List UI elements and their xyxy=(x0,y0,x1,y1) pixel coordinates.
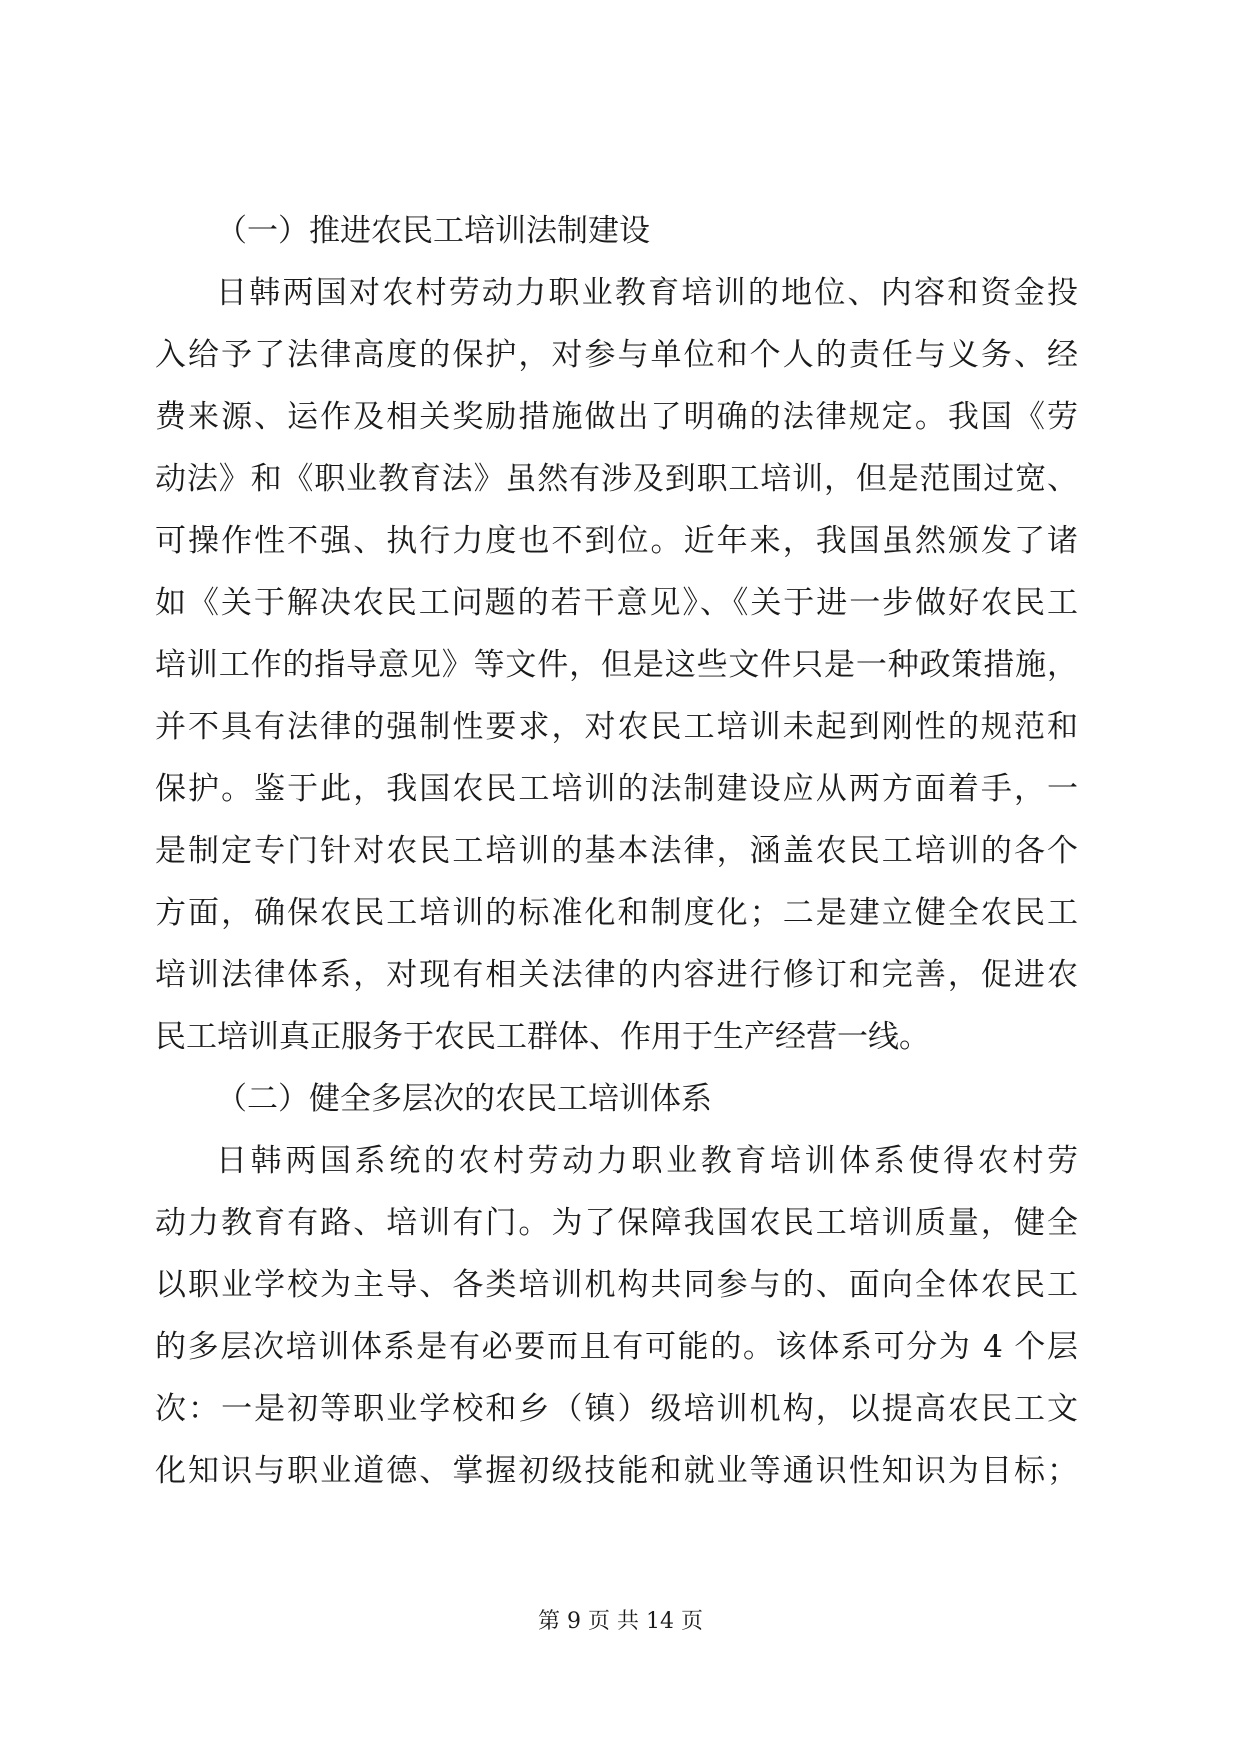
page-number-label: 第 9 页 共 14 页 xyxy=(538,1609,703,1634)
paragraph-line: 次：一是初等职业学校和乡（镇）级培训机构，以提高农民工文 xyxy=(155,1391,1078,1427)
paragraph-1-line xyxy=(0,944,1241,1006)
paragraph-1-line xyxy=(0,572,1241,634)
paragraph-line: 日韩两国系统的农村劳动力职业教育培训体系使得农村劳 xyxy=(216,1143,1078,1179)
paragraph-line: 日韩两国对农村劳动力职业教育培训的地位、内容和资金投 xyxy=(216,275,1078,311)
paragraph-line: 并不具有法律的强制性要求，对农民工培训未起到刚性的规范和 xyxy=(155,709,1078,745)
paragraph-1-line xyxy=(0,634,1241,696)
paragraph-line: 动力教育有路、培训有门。为了保障我国农民工培训质量，健全 xyxy=(155,1205,1078,1241)
section-heading-1 xyxy=(0,200,1241,262)
paragraph-line: 的多层次培训体系是有必要而且有可能的。该体系可分为 4 个层 xyxy=(155,1329,1078,1365)
paragraph-1-line xyxy=(0,758,1241,820)
paragraph-line: 以职业学校为主导、各类培训机构共同参与的、面向全体农民工 xyxy=(155,1267,1078,1303)
paragraph-1-line xyxy=(0,510,1241,572)
paragraph-line: 动法》和《职业教育法》虽然有涉及到职工培训，但是范围过宽、 xyxy=(155,461,1078,497)
section-heading-1-text: （一）推进农民工培训法制建设 xyxy=(216,213,650,249)
page-footer xyxy=(0,1607,1241,1637)
paragraph-line: 方面，确保农民工培训的标准化和制度化；二是建立健全农民工 xyxy=(155,895,1078,931)
paragraph-line: 民工培训真正服务于农民工群体、作用于生产经营一线。 xyxy=(155,1019,930,1055)
paragraph-2-line xyxy=(0,1254,1241,1316)
paragraph-2-line xyxy=(0,1440,1241,1502)
section-heading-2-text: （二）健全多层次的农民工培训体系 xyxy=(216,1081,712,1117)
paragraph-1-line xyxy=(0,696,1241,758)
section-heading-2 xyxy=(0,1068,1241,1130)
paragraph-2-line xyxy=(0,1130,1241,1192)
paragraph-1-line xyxy=(0,882,1241,944)
paragraph-line: 化知识与职业道德、掌握初级技能和就业等通识性知识为目标； xyxy=(155,1453,1078,1489)
paragraph-1-line xyxy=(0,324,1241,386)
paragraph-2-line xyxy=(0,1316,1241,1378)
paragraph-line: 保护。鉴于此，我国农民工培训的法制建设应从两方面着手，一 xyxy=(155,771,1078,807)
paragraph-1-line xyxy=(0,262,1241,324)
paragraph-line: 可操作性不强、执行力度也不到位。近年来，我国虽然颁发了诸 xyxy=(155,523,1078,559)
paragraph-1-line xyxy=(0,820,1241,882)
paragraph-2-line xyxy=(0,1192,1241,1254)
paragraph-line: 是制定专门针对农民工培训的基本法律，涵盖农民工培训的各个 xyxy=(155,833,1078,869)
paragraph-line: 如《关于解决农民工问题的若干意见》、《关于进一步做好农民工 xyxy=(155,585,1078,621)
paragraph-line: 培训工作的指导意见》等文件，但是这些文件只是一种政策措施， xyxy=(155,647,1078,683)
paragraph-line: 入给予了法律高度的保护，对参与单位和个人的责任与义务、经 xyxy=(155,337,1078,373)
paragraph-line: 培训法律体系，对现有相关法律的内容进行修订和完善，促进农 xyxy=(155,957,1078,993)
paragraph-1-line xyxy=(0,1006,1241,1068)
paragraph-line: 费来源、运作及相关奖励措施做出了明确的法律规定。我国《劳 xyxy=(155,399,1078,435)
paragraph-2-line xyxy=(0,1378,1241,1440)
paragraph-1-line xyxy=(0,448,1241,510)
paragraph-1-line xyxy=(0,386,1241,448)
